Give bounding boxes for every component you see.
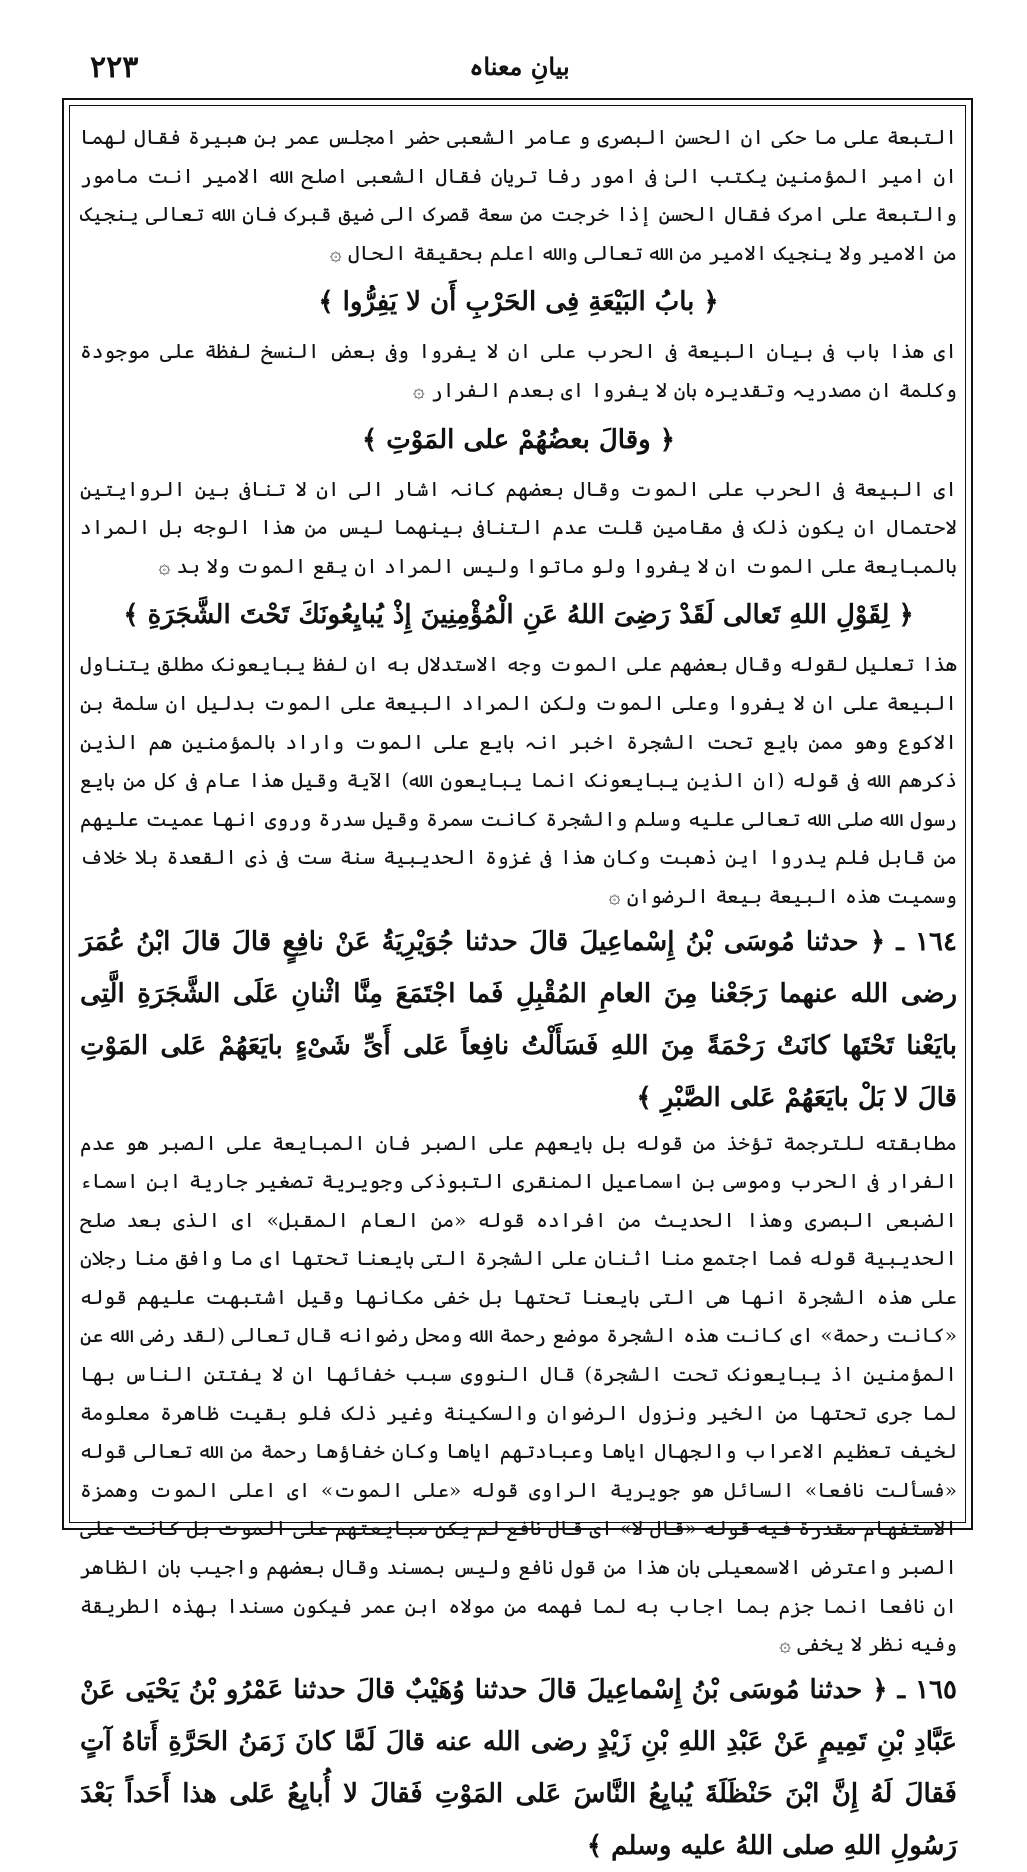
chapter-heading: ﴿ لِقَوْلِ اللهِ تَعالی لَقَدْ رَضِیَ اللهُ عَنِ الْمُؤْمِنِینَ إِذْ یُبایِعُونَكَ تَحْتَ الشَّجَرَةِ ﴾	[123, 600, 914, 631]
chapter-heading: ﴿ وقالَ بعضُهُمْ علی المَوْتِ ﴾	[361, 424, 675, 455]
hadith-text	[80, 1664, 957, 1872]
page-header	[62, 36, 977, 100]
page-number: ٢٢٣	[90, 50, 139, 85]
hadith-body: ـ ﴿ حدثنا مُوسَی بْنُ إِسْماعِیلَ قالَ حدثنا وُهَیْبٌ قالَ حدثنا عَمْرُو بْنُ یَحْیَی عَنْ عَبَّادِ بْنِ تَمِیمٍ عَنْ عَبْدِ اللهِ بْنِ زَیْدٍ رضی الله عنه قالَ لَمَّا کانَ زَمَنُ الحَرَّةِ أَتاهُ آتٍ فَقالَ لَهُ إِنَّ ابْنَ حَنْظَلَةَ یُبایِعُ النَّاسَ عَلی المَوْتِ فَقالَ لا أُبایِعُ عَلی هذا أَحَداً بَعْدَ رَسُولِ اللهِ صلی اللهُ علیه وسلم ﴾	[80, 1674, 957, 1861]
commentary-paragraph: التبعة علی ما حکی ان الحسن البصری و عامر الشعبی حضر امجلس عمر بن هبیرة فقال لهما ان امیر المؤمنین یکتب الیٰ فی امور رفا تریان فقال الشعبی اصلح الله الامیر انت مامور والتبعة علی امرک فقال الحسن إذا خرجت من سعة قصرک الی ضیق قبرک فان الله تعالی ینجیک من الامیر ولا ینجیک الامیر من الله تعالی والله اعلم بحقیقة الحال ۞	[80, 125, 957, 265]
running-title: بیانِ معناہ	[469, 52, 570, 81]
page-body	[80, 118, 957, 1872]
chapter-heading: ﴿ بابُ البَیْعَةِ فِی الحَرْبِ أَن لا یَفِرُّوا ﴾	[318, 287, 719, 318]
commentary-paragraph: ای البیعة فی الحرب علی الموت وقال بعضهم کانہ اشار الی ان لا تنافی بین الروایتین لاحتمال ان یکون ذلک فی مقامین قلت عدم التنافی بینهما لیس من هذا الوجه بل المراد بالمبایعة علی الموت ان لا یفروا ولو ماتوا ولیس المراد ان یقع الموت ولا بد ۞	[80, 476, 957, 578]
hadith-text	[80, 916, 957, 1124]
hadith-number: ١٦٥	[915, 1674, 957, 1705]
commentary-paragraph: مطابقته للترجمة تؤخذ من قوله بل بایعهم علی الصبر فان المبایعة علی الصبر هو عدم الفرار فی الحرب وموسی بن اسماعیل المنقری التبوذکی وجویریة تصغیر جاریة ابن اسماء الضبعی البصری وهذا الحدیث من افرادہ قوله «من العام المقبل» ای الذی بعد صلح الحدیبیة قوله فما اجتمع منا اثنان علی الشجرة التی بایعنا تحتها ای ما وافق منا رجلان علی هذه الشجرة انها هی التی بایعنا تحتها بل خفی مکانها وقیل اشتبهت علیهم قوله «کانت رحمة» ای کانت هذه الشجرة موضع رحمة الله ومحل رضوانه قال تعالی (لقد رضی الله عن المؤمنین اذ یبایعونک تحت الشجرة) قال النووی سبب خفائها ان لا یفتتن الناس بها لما جری تحتها من الخیر ونزول الرضوان والسکینة وغیر ذلک فلو بقیت ظاهرة معلومة لخیف تعظیم الاعراب والجهال ایاها وعبادتهم ایاها وکان خفاؤها رحمة من الله تعالی قوله «فسألت نافعا» السائل هو جویریة الراوی قوله «علی الموت» ای اعلی الموت وهمزة الاستفهام مقدرة فیه قوله «قال لا» ای قال نافع لم یکن مبایعتهم علی الموت بل کانت علی الصبر واعترض الاسمعیلی بان هذا من قول نافع ولیس بمسند وقال بعضهم واجیب بان الظاهر ان نافعا انما جزم بما اجاب به لما فهمه من مولاه ابن عمر فیکون مسندا بهذه الطریقة وفیه نظر لا یخفی ۞	[80, 1130, 957, 1657]
commentary-paragraph: هذا تعلیل لقوله وقال بعضهم علی الموت وجه الاستدلال به ان لفظ یبایعونک مطلق یتناول البیعة علی ان لا یفروا وعلی الموت ولکن المراد البیعة علی الموت بدلیل ان سلمة بن الاکوع وهو ممن بایع تحت الشجرة اخبر انہ بایع علی الموت واراد بالمؤمنین هم الذین ذکرهم الله فی قوله (ان الذین یبایعونک انما یبایعون الله) الآیة وقیل هذا عام فی کل من بایع رسول الله صلی الله تعالی علیه وسلم والشجرة کانت سمرة وقیل سدرة وروی انها عمیت علیهم من قابل فلم یدروا این ذهبت وکان هذا فی غزوة الحدیبیة سنة ست فی ذی القعدة بلا خلاف وسمیت هذه البیعة بیعة الرضوان ۞	[80, 652, 957, 908]
hadith-number: ١٦٤	[915, 926, 957, 957]
commentary-paragraph: ای هذا باب فی بیان البیعة فی الحرب علی ان لا یفروا وفی بعض النسخ لفظة علی موجودة وکلمة ان مصدریہ وتقدیرہ بان لا یفروا ای بعدم الفرار ۞	[80, 339, 957, 402]
hadith-body: ـ ﴿ حدثنا مُوسَی بْنُ إِسْماعِیلَ قالَ حدثنا جُوَیْرِیَةُ عَنْ نافِعٍ قالَ قالَ ابْنُ عُمَرَ رضی الله عنهما رَجَعْنا مِنَ العامِ المُقْبِلِ فَما اجْتَمَعَ مِنَّا اثْنانِ عَلَی الشَّجَرَةِ الَّتِی بایَعْنا تَحْتَها کانَتْ رَحْمَةً مِنَ اللهِ فَسَأَلْتُ نافِعاً عَلی أَیِّ شَیْءٍ بایَعَهُمْ عَلی المَوْتِ قالَ لا بَلْ بایَعَهُمْ عَلی الصَّبْرِ ﴾	[80, 926, 957, 1113]
